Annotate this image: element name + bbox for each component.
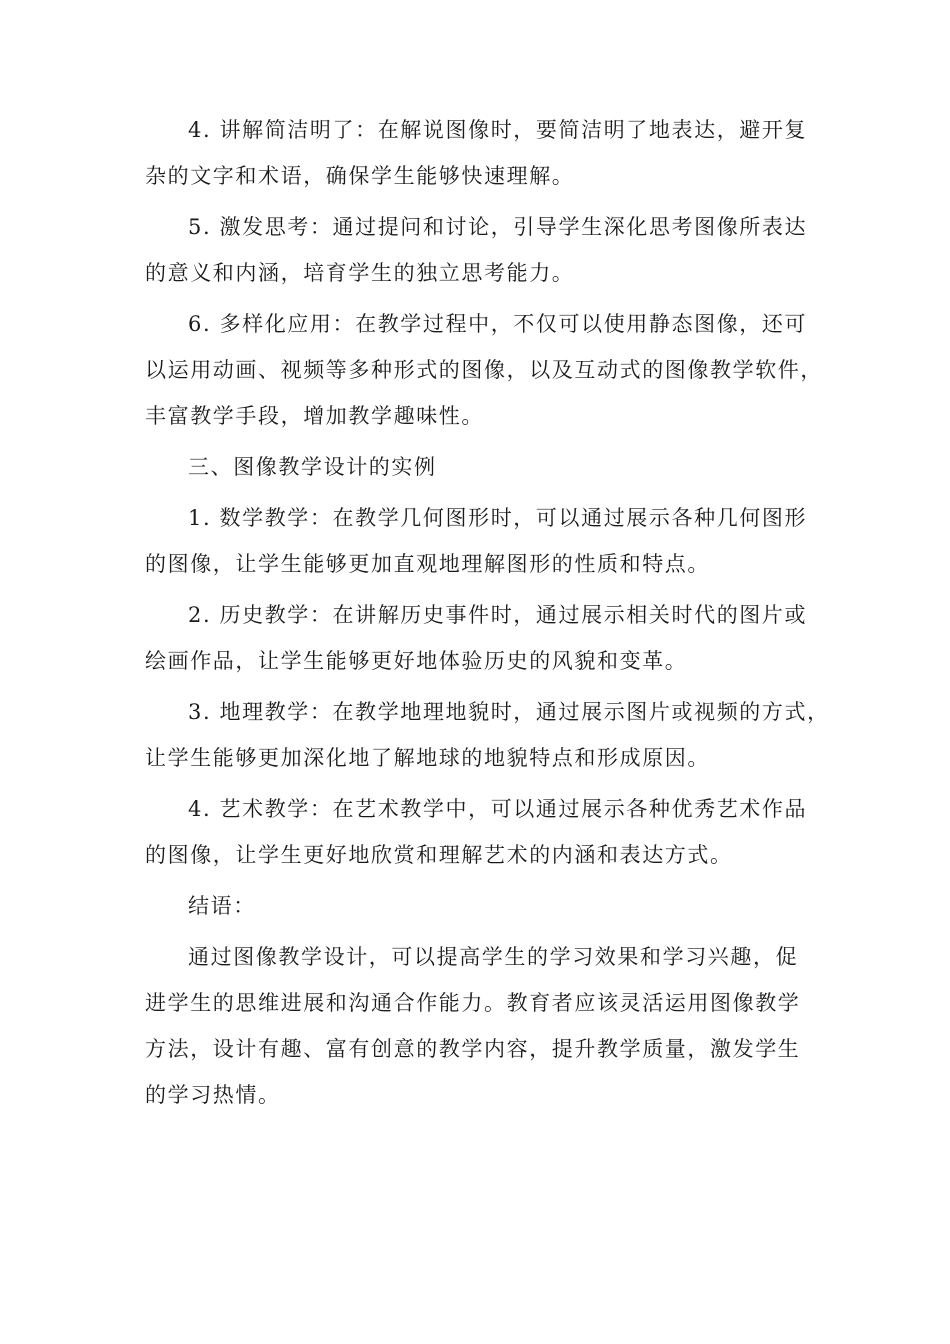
paragraph-line: 的意义和内涵，培育学生的独立思考能力。 [145,261,575,285]
section-heading: 三、图像教学设计的实例 [188,455,437,479]
section-heading: 结语： [188,894,256,918]
paragraph-line: 通过图像教学设计，可以提高学生的学习效果和学习兴趣，促 [188,945,799,969]
paragraph-line: 2. 历史教学：在讲解历史事件时，通过展示相关时代的图片或 [188,603,808,627]
paragraph-line: 6. 多样化应用：在教学过程中，不仅可以使用静态图像，还可 [188,312,808,336]
paragraph-line: 4. 艺术教学：在艺术教学中，可以通过展示各种优秀艺术作品 [188,797,808,821]
paragraph-line: 以运用动画、视频等多种形式的图像，以及互动式的图像教学软件， [145,358,823,382]
paragraph-line: 1. 数学教学：在教学几何图形时，可以通过展示各种几何图形 [188,506,808,530]
paragraph-line: 让学生能够更加深化地了解地球的地貌特点和形成原因。 [145,746,710,770]
paragraph-line: 方法，设计有趣、富有创意的教学内容，提升教学质量，激发学生 [145,1037,801,1061]
paragraph-line: 的学习热情。 [145,1083,281,1107]
paragraph-line: 的图像，让学生更好地欣赏和理解艺术的内涵和表达方式。 [145,843,733,867]
paragraph-line: 的图像，让学生能够更加直观地理解图形的性质和特点。 [145,552,710,576]
paragraph-line: 5. 激发思考：通过提问和讨论，引导学生深化思考图像所表达 [188,215,808,239]
paragraph-line: 4. 讲解简洁明了：在解说图像时，要简洁明了地表达，避开复 [188,118,808,142]
paragraph-line: 杂的文字和术语，确保学生能够快速理解。 [145,164,575,188]
paragraph-line: 绘画作品，让学生能够更好地体验历史的风貌和变革。 [145,649,688,673]
paragraph-line: 丰富教学手段，增加教学趣味性。 [145,404,484,428]
paragraph-line: 进学生的思维进展和沟通合作能力。教育者应该灵活运用图像教学 [145,991,801,1015]
paragraph-line: 3. 地理教学：在教学地理地貌时，通过展示图片或视频的方式， [188,700,830,724]
